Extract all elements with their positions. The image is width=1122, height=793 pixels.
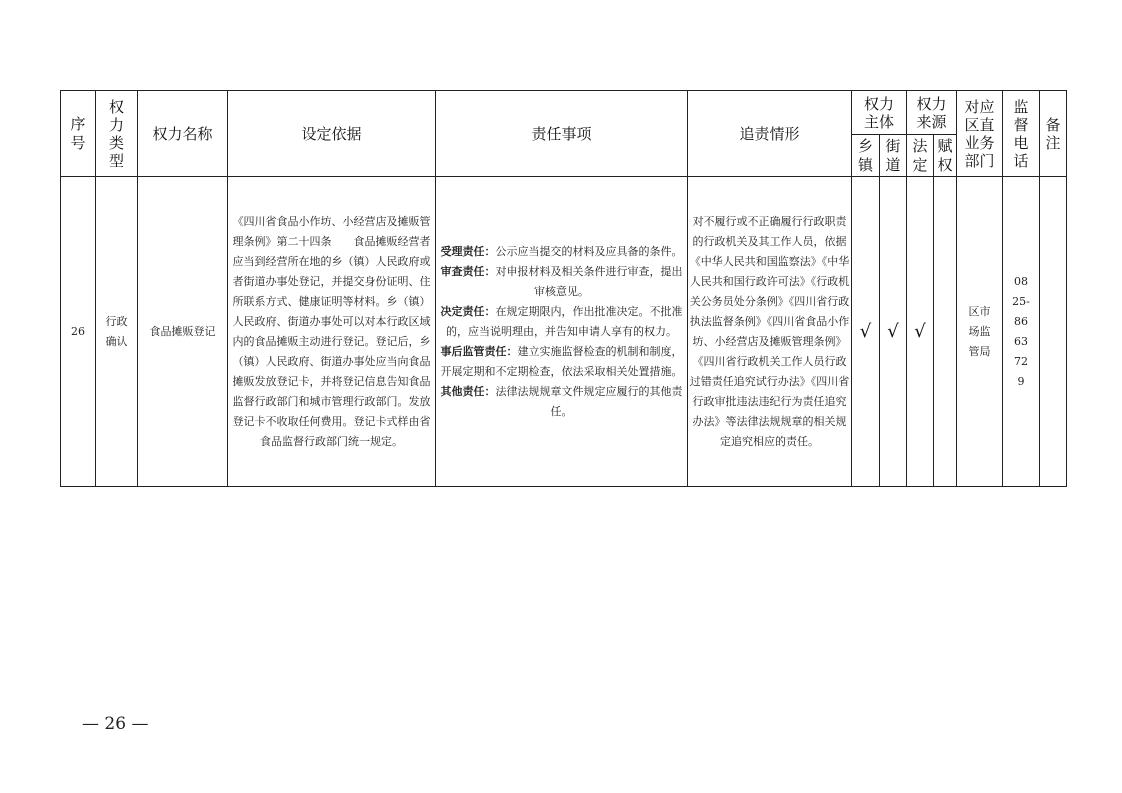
power-list-table: [60, 90, 1067, 487]
cell-seq: 26: [61, 177, 96, 487]
duty-item-review: 审查责任：对申报材料及相关条件进行审查，提出审核意见。: [440, 264, 683, 298]
header-source-granted: 赋权: [934, 135, 957, 177]
cell-blame: 对不履行或不正确履行行政职责的行政机关及其工作人员，依据《中华人民共和国监察法》《中华人民共和国行政许可法》《行政机关公务员处分条例》《四川省行政执法监督条例》《四川省食品小作坊、小经营店及摊贩管理条例》《四川省行政机关工作人员行政过错责任追究试行办法》《四川省行政审批违法违纪行为责任追究办法》等法律法规规章的相关规定追究相应的责任。: [688, 177, 852, 487]
header-subject: 权力主体: [852, 91, 907, 135]
cell-legal-check: √: [907, 177, 934, 487]
cell-basis: 《四川省食品小作坊、小经营店及摊贩管理条例》第二十四条 食品摊贩经营者应当到经营所在地的乡（镇）人民政府或者街道办事处登记，并提交身份证明、住所联系方式、健康证明等材料。乡（镇）人民政府、街道办事处可以对本行政区域内的食品摊贩主动进行登记。登记后，乡（镇）人民政府、街道办事处应当向食品摊贩发放登记卡，并将登记信息告知食品监督行政部门和城市管理行政部门。发放登记卡不收取任何费用。登记卡式样由省食品监督行政部门统一规定。: [228, 177, 436, 487]
header-duty: 责任事项: [436, 91, 688, 177]
header-source: 权力来源: [907, 91, 957, 135]
cell-granted-check: [934, 177, 957, 487]
header-phone: 监督电话: [1003, 91, 1040, 177]
header-blame: 追责情形: [688, 91, 852, 177]
duty-item-decision: 决定责任：在规定期限内，作出批准决定。不批准的，应当说明理由，并告知申请人享有的权力。: [440, 304, 683, 338]
cell-power-name: 食品摊贩登记: [138, 177, 228, 487]
cell-phone: 0825-8663729: [1003, 177, 1040, 487]
cell-township-check: √: [852, 177, 880, 487]
header-power-name: 权力名称: [138, 91, 228, 177]
header-row-top: [61, 91, 1067, 135]
cell-dept: 区市场监管局: [957, 177, 1003, 487]
header-source-legal: 法定: [907, 135, 934, 177]
duty-item-other: 其他责任：法律法规规章文件规定应履行的其他责任。: [440, 384, 683, 418]
header-basis: 设定依据: [228, 91, 436, 177]
cell-duty: [436, 177, 688, 487]
header-subject-street: 街道: [880, 135, 907, 177]
duty-item-supervision: 事后监管责任：建立实施监督检查的机制和制度，开展定期和不定期检查，依法采取相关处置措施。: [440, 344, 683, 378]
cell-power-type: 行政确认: [96, 177, 138, 487]
page-number: — 26 —: [82, 714, 149, 734]
header-dept: 对应区直业务部门: [957, 91, 1003, 177]
duty-item-acceptance: 受理责任：公示应当提交的材料及应具备的条件。: [440, 244, 683, 258]
cell-note: [1040, 177, 1067, 487]
header-note: 备注: [1040, 91, 1067, 177]
table-row: [61, 177, 1067, 487]
cell-street-check: √: [880, 177, 907, 487]
header-power-type: 权力类型: [96, 91, 138, 177]
header-subject-township: 乡镇: [852, 135, 880, 177]
header-seq: 序号: [61, 91, 96, 177]
